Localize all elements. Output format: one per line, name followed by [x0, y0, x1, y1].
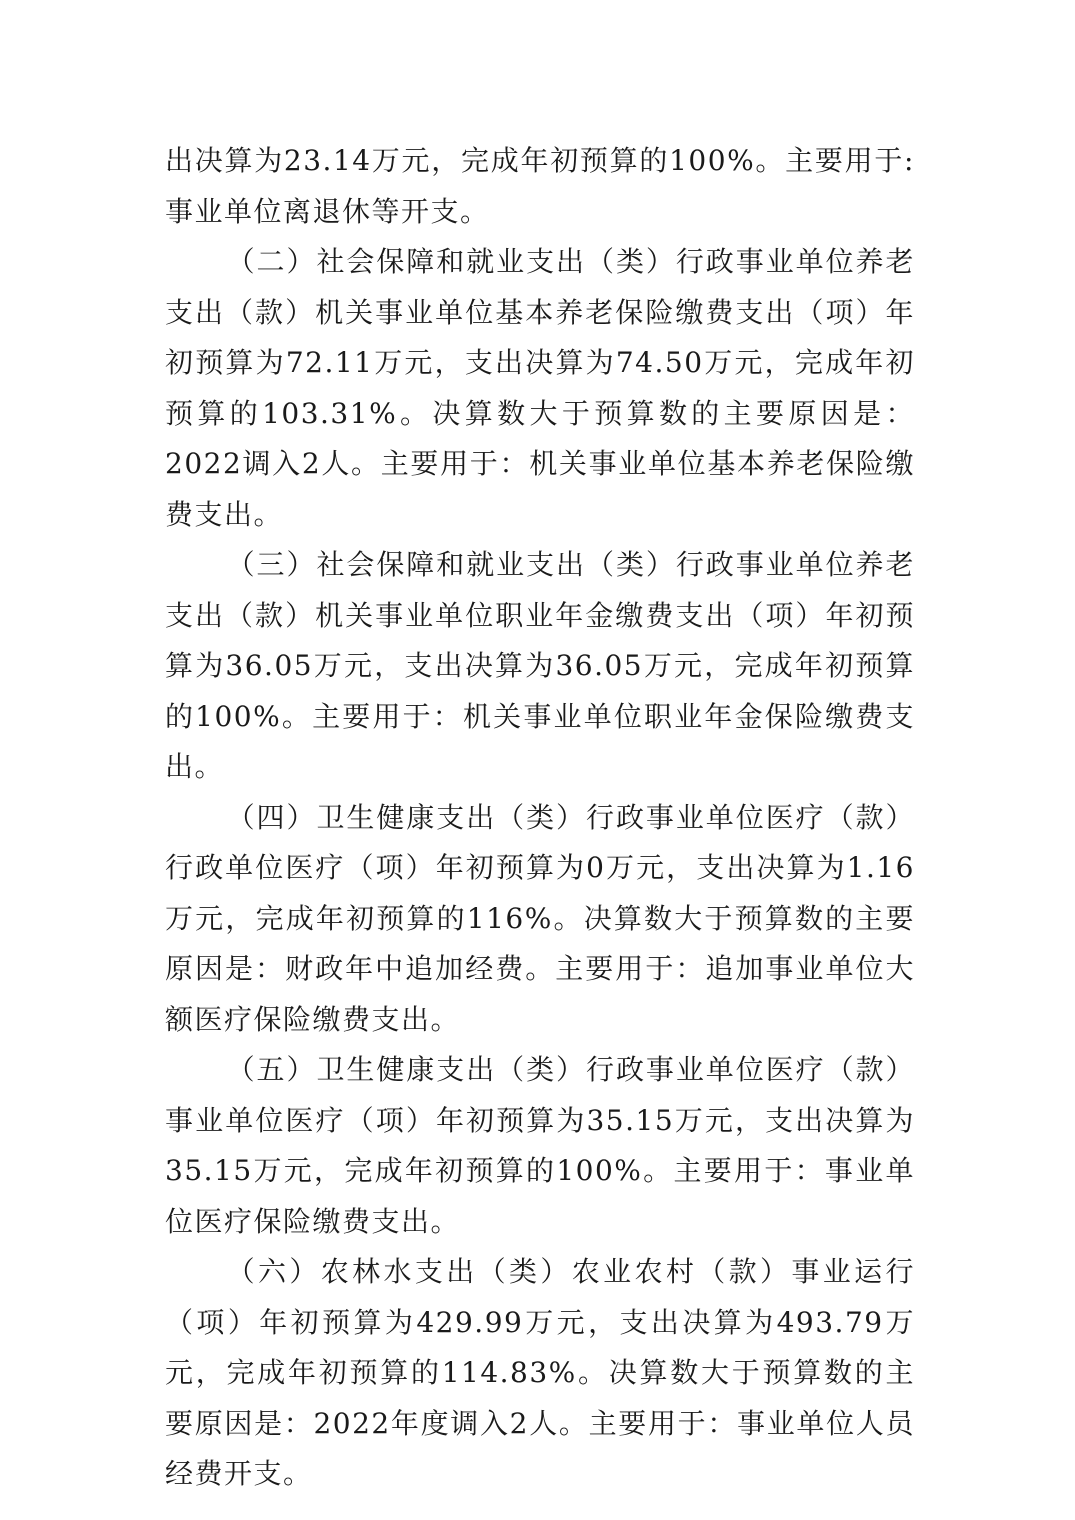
paragraph-agriculture-operation: （六）农林水支出（类）农业农村（款）事业运行（项）年初预算为429.99万元，支出决算为493.79万元，完成年初预算的114.83%。决算数大于预算数的主要原因是：2022年度调入2人。主要用于：事业单位人员经费开支。 — [165, 1255, 915, 1490]
paragraph-administrative-medical: （四）卫生健康支出（类）行政事业单位医疗（款）行政单位医疗（项）年初预算为0万元，支出决算为1.16万元，完成年初预算的116%。决算数大于预算数的主要原因是：财政年中追加经费。主要用于：追加事业单位大额医疗保险缴费支出。 — [165, 800, 915, 1036]
paragraph-occupational-annuity: （三）社会保障和就业支出（类）行政事业单位养老支出（款）机关事业单位职业年金缴费支出（项）年初预算为36.05万元，支出决算为36.05万元，完成年初预算的100%。主要用于：机关事业单位职业年金保险缴费支出。 — [165, 548, 915, 783]
body-text — [165, 136, 915, 1500]
paragraph-social-security-pension: （二）社会保障和就业支出（类）行政事业单位养老支出（款）机关事业单位基本养老保险缴费支出（项）年初预算为72.11万元，支出决算为74.50万元，完成年初预算的103.31%。决算数大于预算数的主要原因是：2022调入2人。主要用于：机关事业单位基本养老保险缴费支出。 — [165, 245, 915, 531]
paragraph-institution-medical: （五）卫生健康支出（类）行政事业单位医疗（款）事业单位医疗（项）年初预算为35.15万元，支出决算为35.15万元，完成年初预算的100%。主要用于：事业单位医疗保险缴费支出。 — [165, 1053, 915, 1238]
paragraph-continuation: 出决算为23.14万元，完成年初预算的100%。主要用于:事业单位离退休等开支。 — [165, 144, 915, 228]
